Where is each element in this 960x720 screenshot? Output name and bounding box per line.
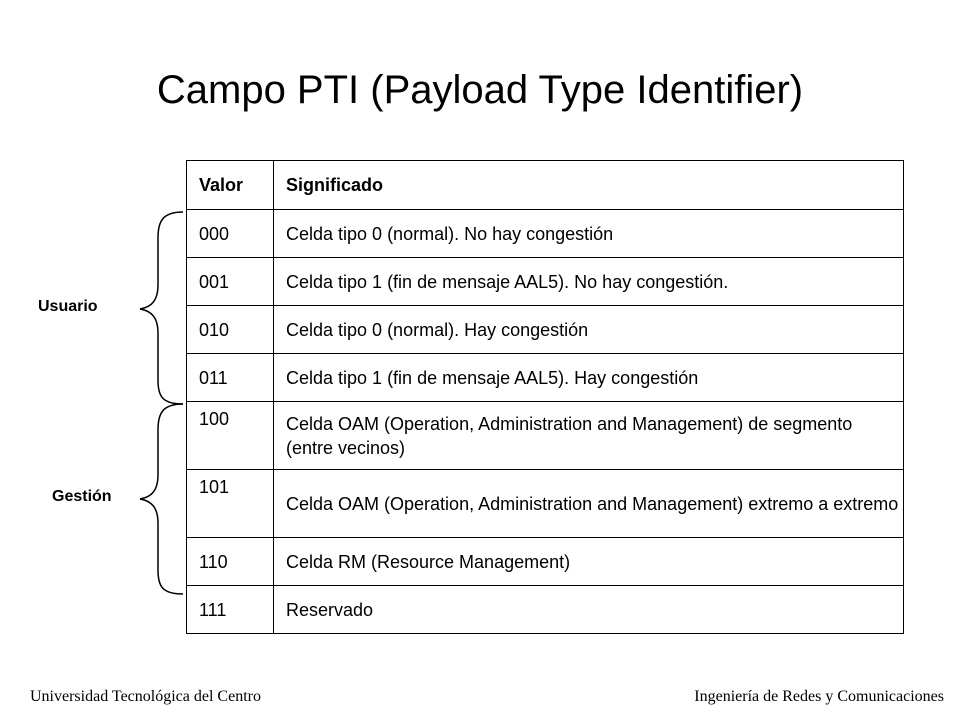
valor-cell: 000 [187,210,274,258]
significado-cell: Celda tipo 1 (fin de mensaje AAL5). No hay congestión. [274,258,904,306]
valor-cell: 011 [187,354,274,402]
header-valor: Valor [187,161,274,210]
valor-cell: 111 [187,586,274,634]
valor-cell: 101 [187,470,274,538]
table-row [187,402,904,470]
table-row [187,538,904,586]
table-header-row [187,161,904,210]
valor-cell: 100 [187,402,274,470]
table-row [187,210,904,258]
significado-cell: Celda tipo 1 (fin de mensaje AAL5). Hay congestión [274,354,904,402]
valor-cell: 001 [187,258,274,306]
significado-cell: Reservado [274,586,904,634]
significado-cell: Celda OAM (Operation, Administration and Management) de segmento (entre vecinos) [274,402,904,470]
valor-cell: 110 [187,538,274,586]
slide-title: Campo PTI (Payload Type Identifier) [156,68,804,112]
table-row [187,258,904,306]
significado-cell: Celda OAM (Operation, Administration and Management) extremo a extremo [274,470,904,538]
table-row [187,354,904,402]
header-significado: Significado [274,161,904,210]
usuario-brace [140,212,183,404]
table-row [187,470,904,538]
footer-left: Universidad Tecnológica del Centro [30,688,261,705]
table-row [187,306,904,354]
valor-cell: 010 [187,306,274,354]
usuario-label: Usuario [38,298,98,315]
table-row [187,586,904,634]
gestion-brace [140,404,183,594]
gestion-label: Gestión [52,488,112,505]
significado-cell: Celda RM (Resource Management) [274,538,904,586]
significado-cell: Celda tipo 0 (normal). Hay congestión [274,306,904,354]
pti-table [186,160,904,634]
significado-cell: Celda tipo 0 (normal). No hay congestión [274,210,904,258]
footer-right: Ingeniería de Redes y Comunicaciones [694,688,944,705]
